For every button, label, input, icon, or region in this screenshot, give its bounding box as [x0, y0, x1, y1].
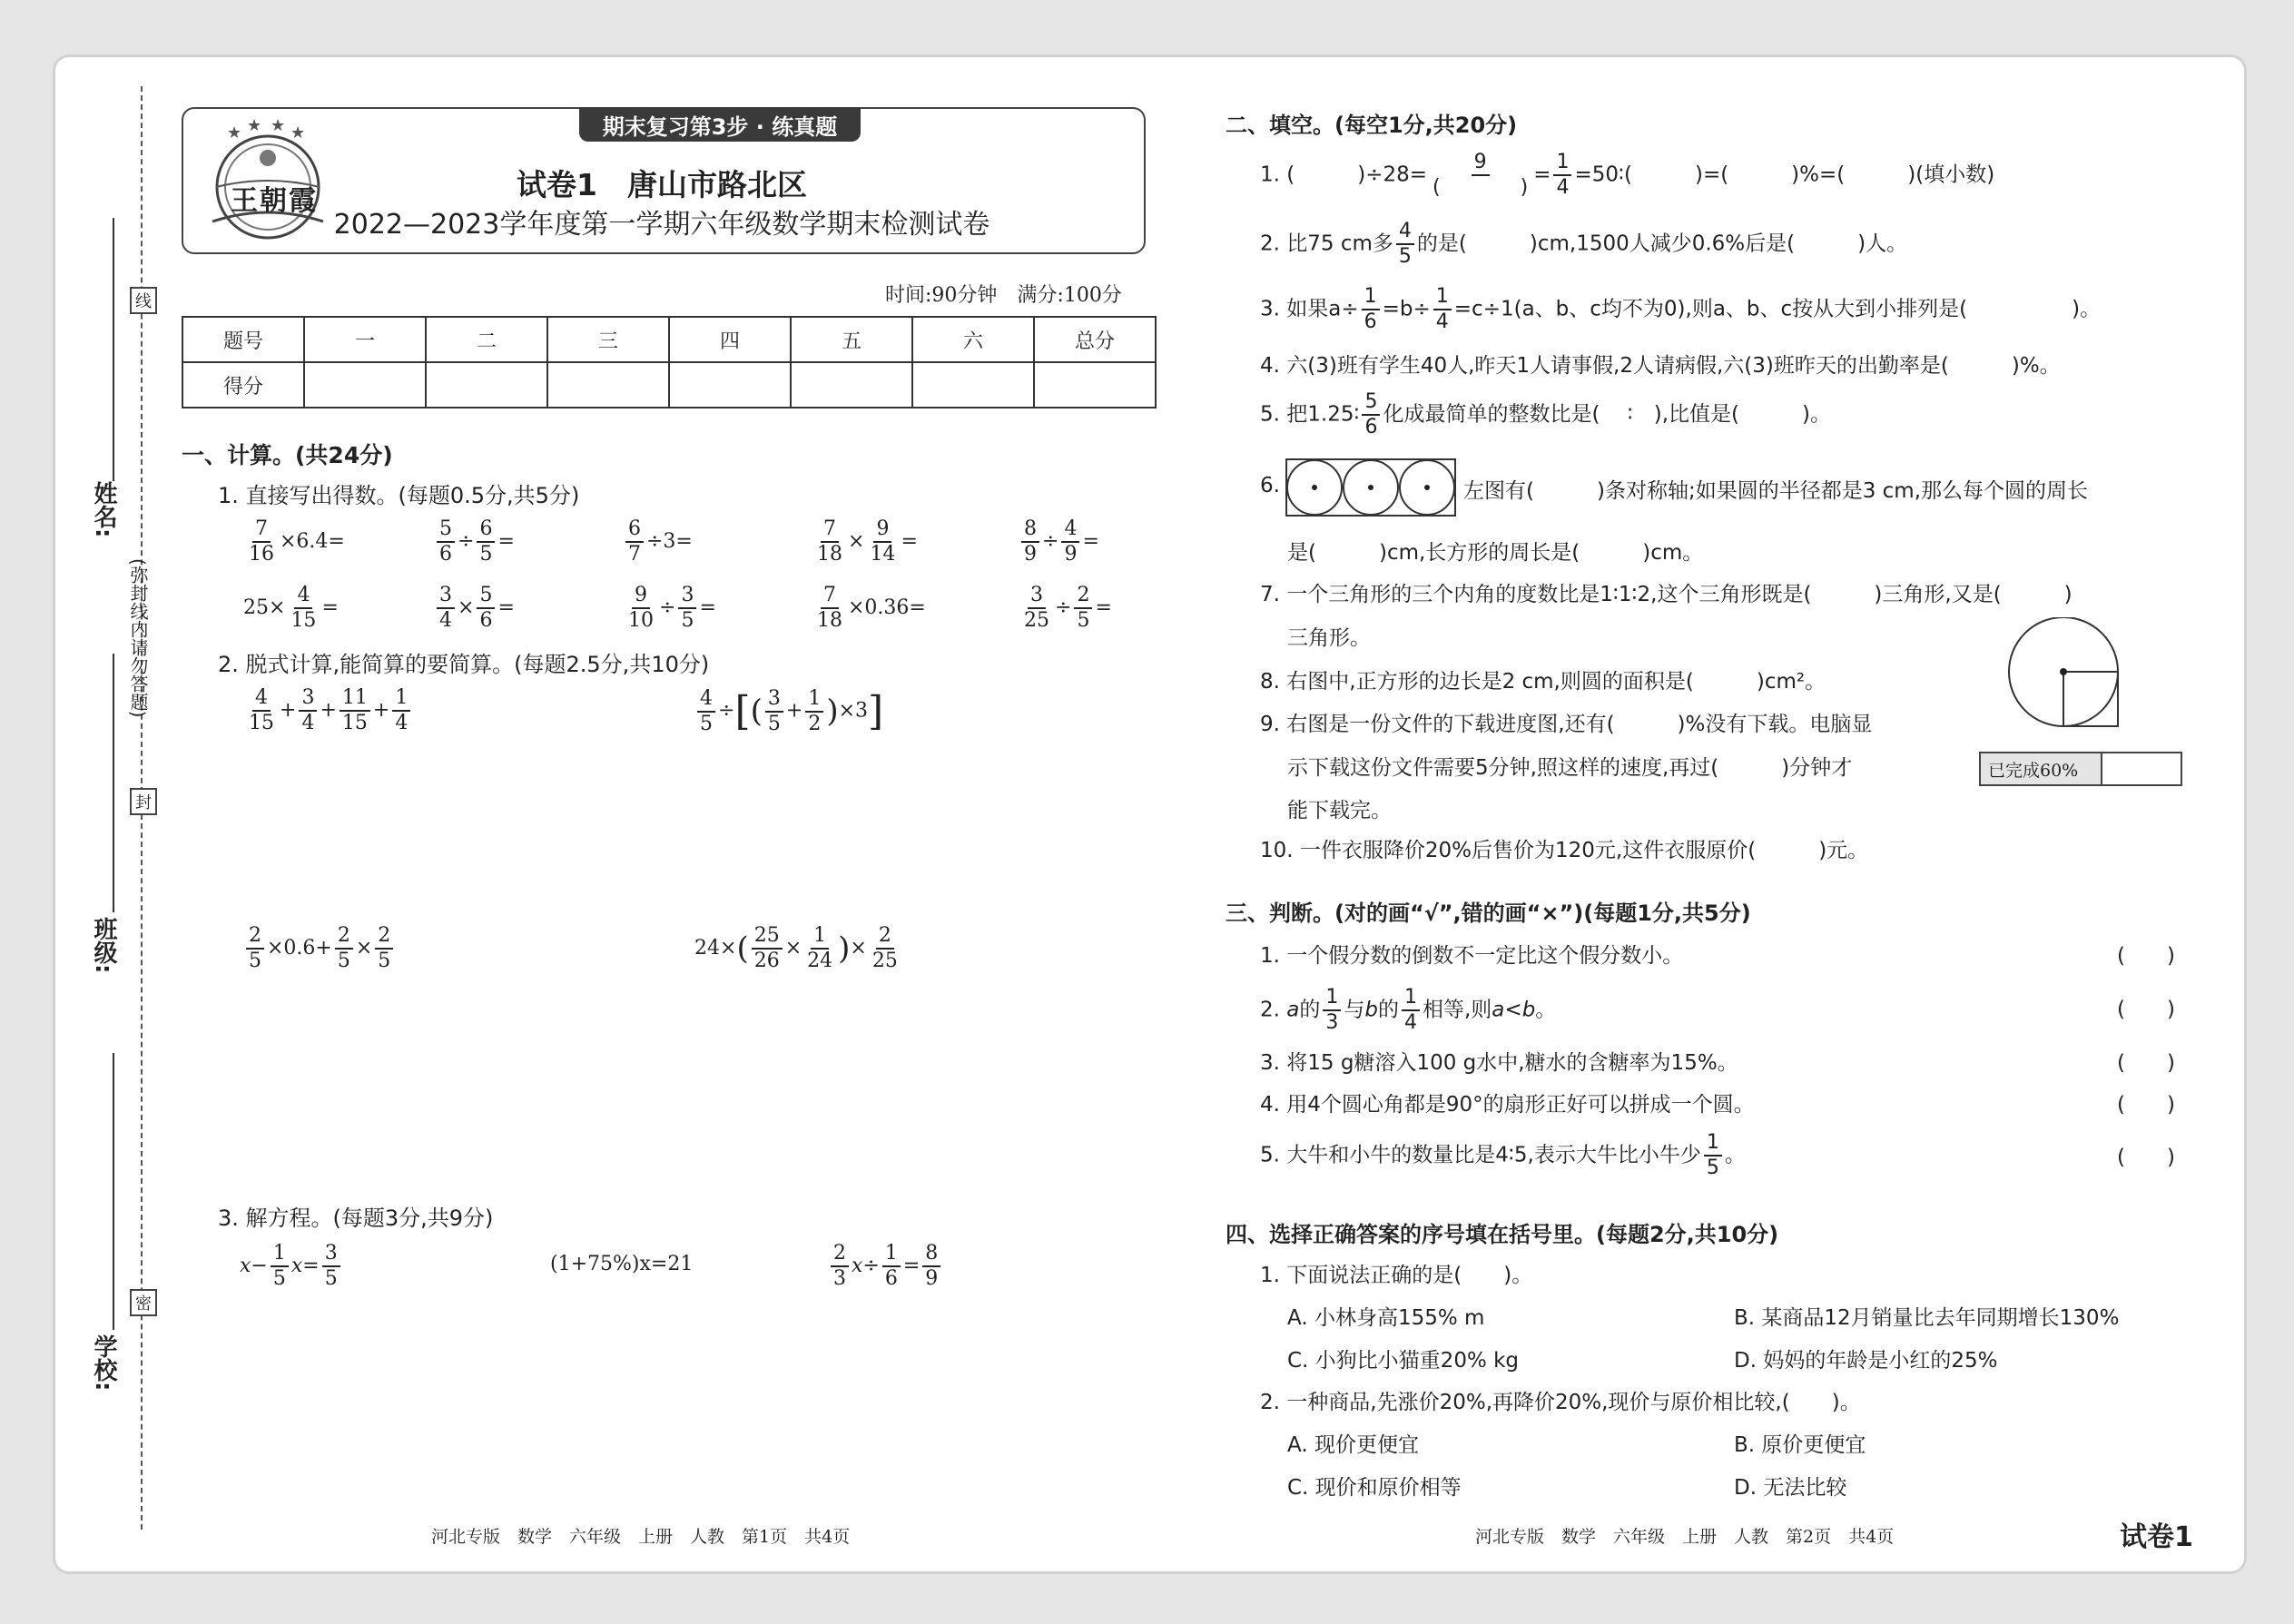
s1-q2-title: 2. 脱式计算,能简算的要简算。(每题2.5分,共10分) [218, 652, 710, 677]
footer-right: 河北专版 数学 六年级 上册 人教 第2页 共4页 [1475, 1527, 1895, 1547]
circle-square-figure-svg [2006, 617, 2124, 734]
score-header: 一 [304, 317, 426, 362]
judge-item: 1. 一个假分数的倒数不一定比这个假分数小。 [1260, 944, 1684, 968]
fill-q6-line2: 是( )cm,长方形的周长是( )cm。 [1287, 541, 1704, 565]
oral-calc-item: $\frac{6}{7}$ ÷3= [623, 519, 693, 565]
section-3-title: 三、判断。(对的画“√”,错的画“×”)(每题1分,共5分) [1226, 901, 1751, 926]
fill-q8: 8. 右图中,正方形的边长是2 cm,则圆的面积是( )cm²。 [1260, 670, 1826, 694]
svg-text:★: ★ [271, 116, 286, 135]
choice-option[interactable]: B. 原价更便宜 [1734, 1433, 1866, 1457]
step-calc-2: $\frac{4}{5}$ ÷[( $\frac{3}{5}$ + $\frac{1}{2}$ )×3] [694, 688, 883, 734]
time-score-info: 时间:90分钟 满分:100分 [885, 284, 1122, 307]
choice-option[interactable]: B. 某商品12月销量比去年同期增长130% [1734, 1306, 2120, 1330]
equation-3: $\frac{2}{3}$ x÷ $\frac{1}{6}$ = $\frac{8}{9}$ [828, 1244, 943, 1289]
oral-calc-item: $\frac{9}{10}$ ÷ $\frac{3}{5}$ = [628, 584, 716, 632]
name-field[interactable] [113, 218, 114, 481]
progress-label: 已完成60% [1988, 761, 2079, 781]
judge-answer-box[interactable]: ( ) [2117, 944, 2175, 968]
seal-mark-seal: 封 [130, 788, 157, 815]
fill-q9-line3: 能下载完。 [1287, 799, 1392, 822]
footer-left: 河北专版 数学 六年级 上册 人教 第1页 共4页 [431, 1527, 851, 1547]
section-2-title: 二、填空。(每空1分,共20分) [1226, 113, 1518, 138]
logo-text: 王朝霞 [231, 185, 318, 217]
oral-calc-item: $\frac{3}{4}$ × $\frac{5}{6}$ = [434, 586, 515, 631]
fill-q10: 10. 一件衣服降价20%后售价为120元,这件衣服原价( )元。 [1260, 839, 1869, 862]
oral-calc-item: 25× $\frac{4}{15}$ = [243, 584, 339, 632]
oral-calc-item: $\frac{7}{18}$ ×0.36= [817, 584, 926, 632]
svg-text:★: ★ [290, 123, 306, 143]
s1-q3-title: 3. 解方程。(每题3分,共9分) [218, 1206, 494, 1231]
fill-q6-number: 6. [1260, 474, 1280, 497]
score-cell[interactable] [304, 362, 426, 408]
name-label: 姓名: [90, 481, 117, 538]
s1-q1-title: 1. 直接写出得数。(每题0.5分,共5分) [218, 483, 580, 508]
paper-badge: 试卷1 [2120, 1521, 2193, 1553]
school-label: 学校: [90, 1334, 117, 1392]
score-row-label: 得分 [182, 362, 304, 408]
fill-q5: 5. 把1.25∶ $\frac{5}{6}$ 化成最简单的整数比是( ∶ ),比值是( )。 [1260, 390, 1831, 438]
step-calc-3: $\frac{2}{5}$ ×0.6+ $\frac{2}{5}$ × $\frac{2}{5}$ [243, 926, 396, 971]
oral-calc-item: $\frac{3}{25}$ ÷ $\frac{2}{5}$ = [1024, 584, 1112, 632]
choice-option[interactable]: D. 无法比较 [1734, 1476, 1847, 1500]
equation-1: x− $\frac{1}{5}$ x= $\frac{3}{5}$ [240, 1244, 343, 1289]
fill-q7-line1: 7. 一个三角形的三个内角的度数比是1∶1∶2,这个三角形既是( )三角形,又是( ) [1260, 583, 2072, 606]
school-field[interactable] [113, 1053, 114, 1330]
score-header: 四 [669, 317, 791, 362]
svg-text:★: ★ [247, 116, 262, 135]
fill-q4: 4. 六(3)班有学生40人,昨天1人请事假,2人请病假,六(3)班昨天的出勤率是( )%。 [1260, 354, 2061, 378]
review-tag: 期末复习第3步 · 练真题 [579, 107, 861, 142]
score-cell[interactable] [912, 362, 1034, 408]
fill-q9-line2: 示下载这份文件需要5分钟,照这样的速度,再过( )分钟才 [1287, 756, 1853, 780]
exam-subtitle: 2022—2023学年度第一学期六年级数学期末检测试卷 [333, 209, 990, 241]
score-cell[interactable] [669, 362, 791, 408]
exam-title: 试卷1 唐山市路北区 [517, 167, 807, 202]
score-cell[interactable] [426, 362, 547, 408]
section-1-title: 一、计算。(共24分) [182, 442, 393, 468]
judge-answer-box[interactable]: ( ) [2117, 1051, 2175, 1075]
step-calc-1: $\frac{4}{15}$ + $\frac{3}{4}$ + $\frac{11}{15}$ + $\frac{1}{4}$ [243, 688, 413, 733]
choice-option[interactable]: C. 现价和原价相等 [1287, 1476, 1462, 1500]
score-header: 题号 [182, 317, 304, 362]
score-header: 二 [426, 317, 547, 362]
score-cell[interactable] [1034, 362, 1156, 408]
seal-mark-line: 线 [130, 287, 157, 314]
fill-q1: 1. ( )÷28= $\frac{9}{( )}$ = $\frac{1}{4}$ =50∶( )=( )%=( )(填小数) [1260, 151, 1995, 199]
judge-answer-box[interactable]: ( ) [2117, 1146, 2175, 1169]
judge-item-5: 5. 大牛和小牛的数量比是4∶5,表示大牛比小牛少 $\frac{1}{5}$ 。 [1260, 1131, 1746, 1179]
score-table [182, 316, 1157, 408]
oral-calc-item: $\frac{5}{6}$ ÷ $\frac{6}{5}$ = [434, 519, 515, 565]
score-cell[interactable] [547, 362, 669, 408]
equation-2: (1+75%)x=21 [550, 1253, 694, 1275]
choice-option[interactable]: D. 妈妈的年龄是小红的25% [1734, 1349, 1998, 1373]
score-cell[interactable] [791, 362, 912, 408]
oral-calc-item: $\frac{8}{9}$ ÷ $\frac{4}{9}$ = [1019, 519, 1099, 565]
judge-answer-box[interactable]: ( ) [2117, 1093, 2175, 1117]
circles-rectangle-figure [1285, 458, 1458, 520]
choice-q1: 1. 下面说法正确的是( )。 [1260, 1264, 1533, 1287]
class-label: 班级: [90, 917, 117, 974]
choice-q2: 2. 一种商品,先涨价20%,再降价20%,现价与原价相比较,( )。 [1260, 1391, 1861, 1414]
seal-note: (弥封线内请勿答题) [127, 558, 149, 718]
fill-q2: 2. 比75 cm多 $\frac{4}{5}$ 的是( )cm,1500人减少0.6%后是( )人。 [1260, 220, 1908, 268]
fill-q7-line2: 三角形。 [1287, 626, 1371, 650]
choice-option[interactable]: A. 现价更便宜 [1287, 1433, 1419, 1457]
score-header: 六 [912, 317, 1034, 362]
choice-option[interactable]: A. 小林身高155% m [1287, 1306, 1485, 1330]
judge-item: 3. 将15 g糖溶入100 g水中,糖水的含糖率为15%。 [1260, 1051, 1738, 1075]
score-header: 总分 [1034, 317, 1156, 362]
score-header: 三 [547, 317, 669, 362]
judge-item: 4. 用4个圆心角都是90°的扇形正好可以拼成一个圆。 [1260, 1093, 1755, 1117]
class-field[interactable] [113, 654, 114, 912]
section-4-title: 四、选择正确答案的序号填在括号里。(每题2分,共10分) [1226, 1222, 1779, 1247]
judge-item-2: 2. a的 $\frac{1}{3}$ 与b的 $\frac{1}{4}$ 相等,则a<b。 [1260, 986, 1557, 1034]
fill-q6-line1: 左图有( )条对称轴;如果圆的半径都是3 cm,那么每个圆的周长 [1463, 479, 2089, 503]
download-progress-bar [1979, 752, 2182, 786]
fill-q3: 3. 如果a÷ $\frac{1}{6}$ =b÷ $\frac{1}{4}$ =c÷1(a、b、c均不为0),则a、b、c按从大到小排列是( )。 [1260, 285, 2102, 333]
svg-text:★: ★ [227, 123, 242, 143]
choice-option[interactable]: C. 小狗比小猫重20% kg [1287, 1349, 1520, 1373]
oral-calc-item: $\frac{7}{18}$ × $\frac{9}{14}$ = [817, 517, 918, 566]
oral-calc-item: $\frac{7}{16}$ ×6.4= [249, 517, 345, 566]
seal-mark-secret: 密 [130, 1289, 157, 1316]
fill-q9-line1: 9. 右图是一份文件的下载进度图,还有( )%没有下载。电脑显 [1260, 713, 1873, 736]
step-calc-4: 24×( $\frac{25}{26}$ × $\frac{1}{24}$ )× $\frac{2}{25}$ [694, 924, 898, 972]
score-header: 五 [791, 317, 912, 362]
judge-answer-box[interactable]: ( ) [2117, 998, 2175, 1021]
